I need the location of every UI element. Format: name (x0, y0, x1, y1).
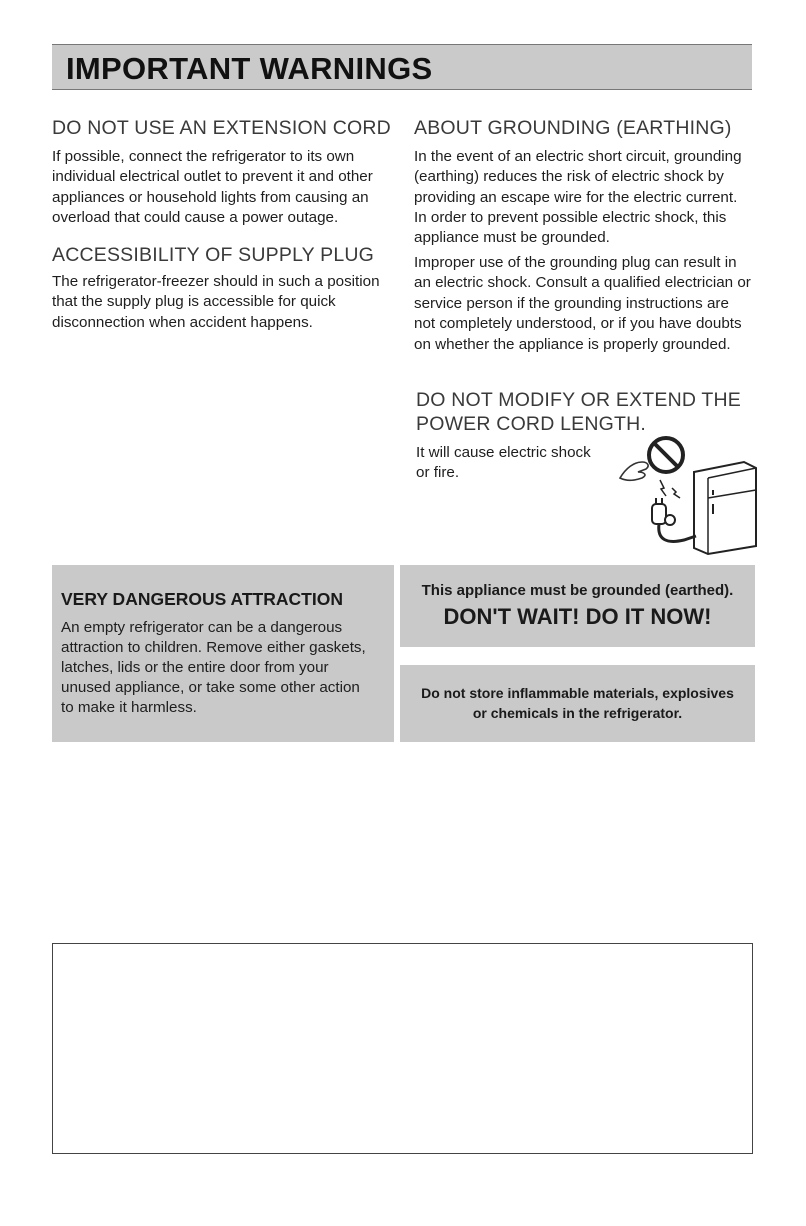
power-cord-text (416, 443, 616, 484)
text-line: If possible, connect the refrigerator to its own (52, 148, 355, 165)
plug-icon (652, 498, 696, 541)
power-cord-heading-line-1: DO NOT MODIFY OR EXTEND THE (416, 389, 742, 411)
text-line: unused appliance, or take some other action (61, 679, 360, 696)
grounding-para-2 (414, 208, 774, 249)
text-line: overload that could cause a power outage. (52, 209, 339, 227)
text-line: An empty refrigerator can be a dangerous (61, 619, 343, 636)
grounding-para-3 (414, 253, 784, 355)
grounding-para-1 (414, 147, 774, 208)
attraction-heading: VERY DANGEROUS ATTRACTION (61, 589, 343, 609)
text-line: appliances or household lights from causing an (52, 188, 369, 206)
supply-plug-heading: ACCESSIBILITY OF SUPPLY PLUG (52, 244, 375, 266)
text-line: disconnection when accident happens. (52, 313, 313, 331)
extension-cord-text (52, 147, 397, 229)
text-line: The refrigerator-freezer should in such a position (52, 273, 380, 290)
grounding-heading: ABOUT GROUNDING (EARTHING) (414, 117, 732, 139)
flammable-line-2: or chemicals in the refrigerator. (472, 705, 683, 721)
text-line: individual electrical outlet to prevent it and other (52, 168, 373, 186)
text-line: or fire. (416, 464, 460, 482)
page-header (52, 44, 752, 90)
grounded-call-to-action: DON'T WAIT! DO IT NOW! (443, 604, 712, 629)
text-line: (earthing) reduces the risk of electric shock by (414, 168, 724, 186)
grounded-warning-box (400, 565, 755, 647)
cord-illustration (612, 432, 762, 556)
text-line: It will cause electric shock (416, 444, 591, 461)
attraction-warning-box (52, 565, 394, 742)
prohibition-icon (649, 438, 683, 472)
flammable-line-1: Do not store inflammable materials, explosives (421, 685, 734, 701)
text-line: In the event of an electric short circuit, grounding (414, 148, 742, 165)
text-line: an electric shock. Consult a qualified electrician or (414, 274, 751, 292)
attraction-text (61, 618, 396, 718)
extension-cord-heading: DO NOT USE AN EXTENSION CORD (52, 117, 391, 139)
text-line: providing an escape wire for the electric current. (414, 188, 738, 206)
power-cord-heading-line-2: POWER CORD LENGTH. (416, 413, 647, 435)
text-line: not completely understood, or if you have doubts (414, 315, 742, 333)
text-line: Improper use of the grounding plug can result in (414, 254, 737, 271)
text-line: appliance must be grounded. (414, 229, 610, 247)
grounded-statement: This appliance must be grounded (earthed). (421, 582, 734, 599)
hand-icon (620, 462, 648, 480)
spark-icon (660, 480, 680, 498)
text-line: that the supply plug is accessible for quick (52, 293, 336, 311)
text-line: attraction to children. Remove either gaskets, (61, 639, 366, 656)
refrigerator-icon (694, 462, 756, 554)
page-title: IMPORTANT WARNINGS (66, 51, 433, 86)
text-line: to make it harmless. (61, 699, 197, 716)
text-line: latches, lids or the entire door from your (61, 659, 329, 676)
empty-frame (52, 943, 753, 1154)
supply-plug-text (52, 272, 397, 333)
text-line: In order to prevent possible electric shock, this (414, 209, 727, 226)
text-line: service person if the grounding instructions are (414, 294, 729, 312)
flammable-warning-box (400, 665, 755, 742)
text-line: on whether the appliance is properly grounded. (414, 335, 731, 353)
